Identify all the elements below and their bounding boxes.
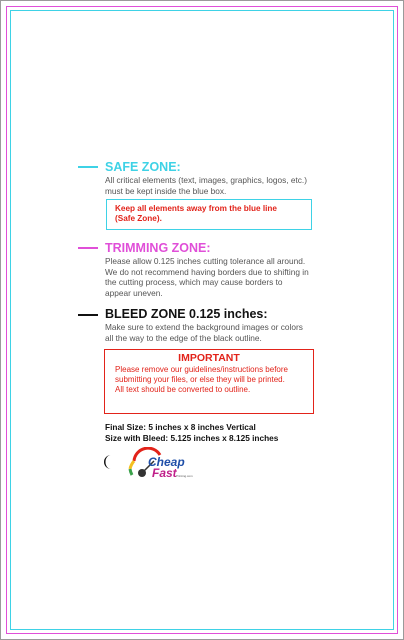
- important-line2: submitting your files, or else they will be printed.: [115, 375, 285, 385]
- important-line3: All text should be converted to outline.: [115, 385, 251, 395]
- trimming-zone-title: TRIMMING ZONE:: [105, 241, 211, 255]
- size-info: [105, 422, 278, 444]
- bleed-size: Size with Bleed: 5.125 inches x 8.125 inches: [105, 433, 279, 443]
- final-size: Final Size: 5 inches x 8 inches Vertical: [105, 422, 256, 432]
- trimming-line2: We do not recommend having borders due to shifting in: [105, 266, 309, 277]
- safe-zone-title: SAFE ZONE:: [105, 160, 181, 174]
- cheap-fast-printing-logo: [124, 447, 200, 485]
- bleed-zone-swatch: [78, 314, 98, 316]
- bleed-line2: all the way to the edge of the black outline.: [105, 332, 262, 343]
- safe-zone-note-line1: Keep all elements away from the blue line: [115, 204, 277, 213]
- important-body: [105, 365, 313, 396]
- logo-word-cheap: Cheap: [148, 455, 185, 469]
- trimming-zone-description: [105, 256, 345, 298]
- safe-zone-swatch: [78, 166, 98, 168]
- important-line1: Please remove our guidelines/instructions before: [115, 365, 288, 374]
- safe-zone-note-line2: (Safe Zone).: [115, 214, 162, 223]
- logo-word-fast: Fast: [152, 466, 177, 480]
- safe-zone-description: All critical elements (text, images, graphics, logos, etc.) must be kept inside the blue box.: [105, 175, 307, 196]
- bleed-zone-title: BLEED ZONE 0.125 inches:: [105, 307, 268, 321]
- important-box: [104, 349, 314, 414]
- logo-word-printing: Printing.com: [176, 474, 193, 478]
- bleed-line1: Make sure to extend the background images or colors: [105, 322, 303, 332]
- important-title: IMPORTANT: [178, 352, 240, 364]
- bleed-zone-description: [105, 322, 345, 343]
- trimming-line3: the cutting process, which may cause borders to: [105, 277, 283, 288]
- trimming-zone-swatch: [78, 247, 98, 249]
- safe-zone-note-box: [106, 199, 312, 230]
- crescent-icon: [103, 454, 115, 470]
- trimming-line1: Please allow 0.125 inches cutting tolerance all around.: [105, 256, 306, 266]
- trimming-line4: appear uneven.: [105, 287, 163, 298]
